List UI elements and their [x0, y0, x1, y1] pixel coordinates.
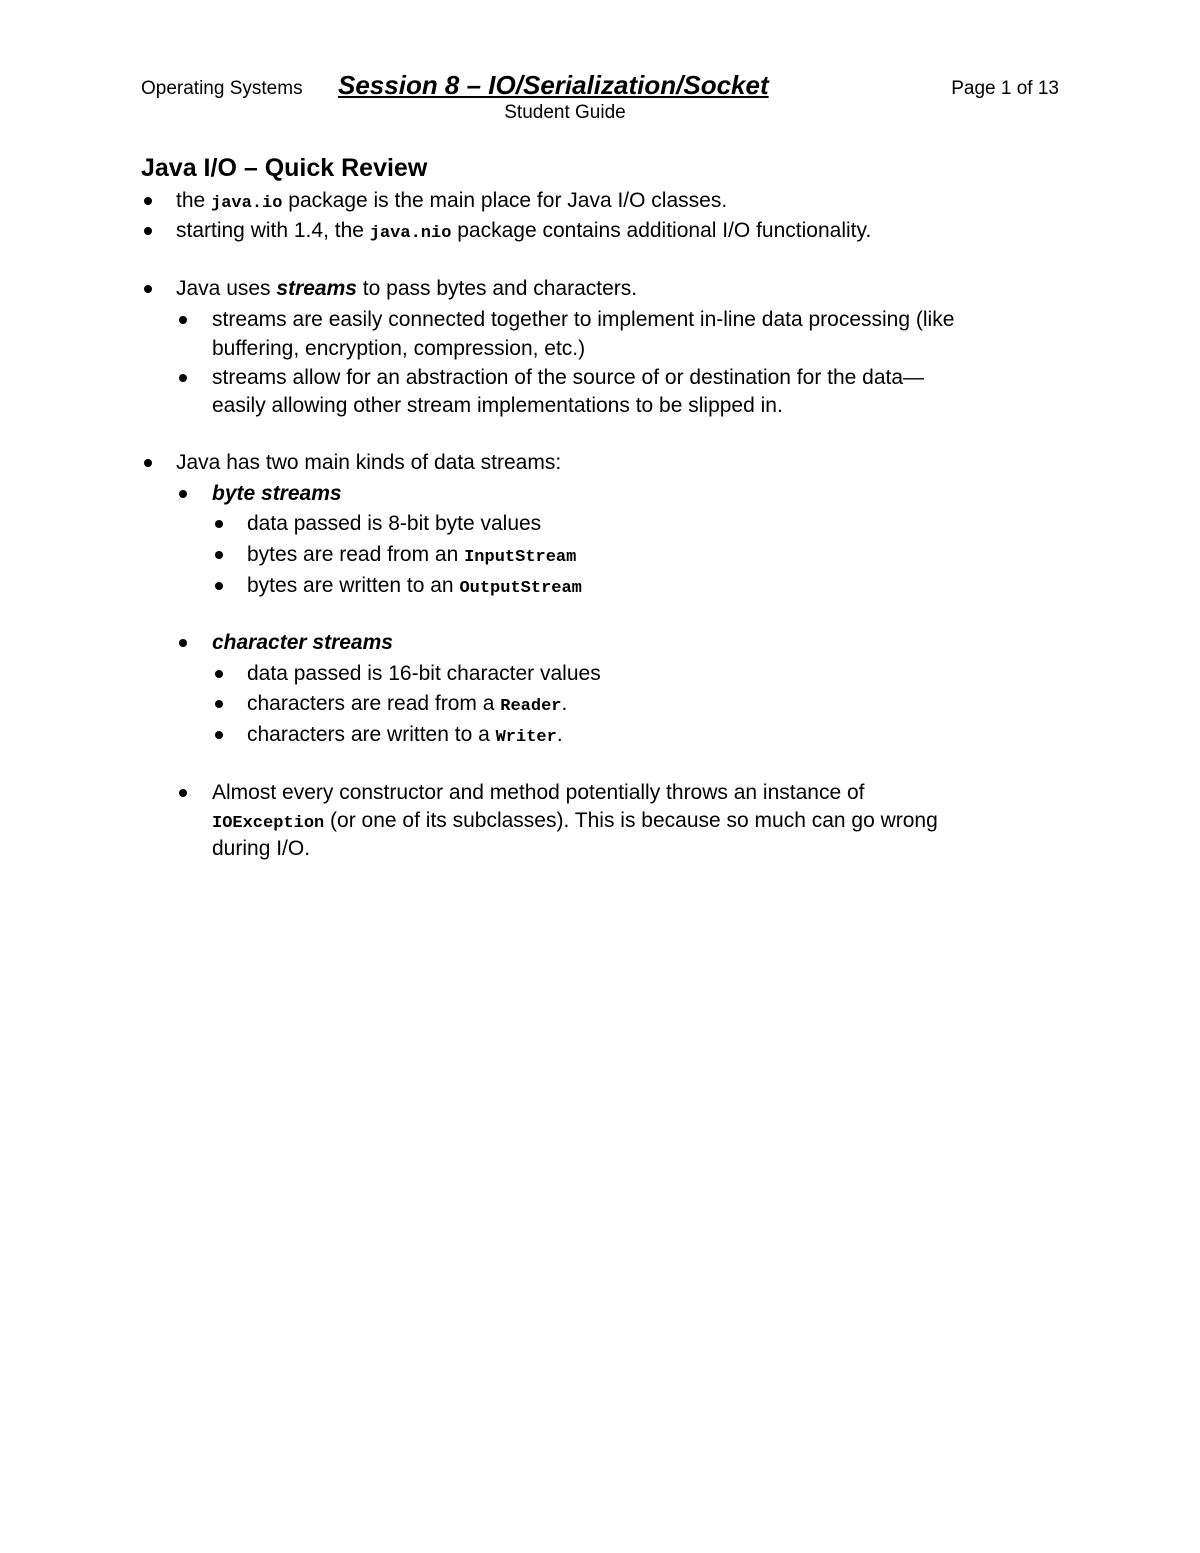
bullet-dot [179, 639, 187, 647]
bullet-dot [215, 731, 223, 739]
header-course: Operating Systems [141, 78, 303, 99]
code-outputstream: OutputStream [459, 579, 582, 598]
text: characters are written to a [247, 723, 496, 746]
list-item [247, 690, 567, 721]
bullet-dot [179, 789, 187, 797]
bullet-dot [215, 670, 223, 678]
list-item: data passed is 8-bit byte values [247, 512, 542, 535]
list-item-line: streams are easily connected together to implement in-line data processing (like [212, 308, 955, 331]
text: package is the main place for Java I/O classes. [282, 189, 728, 212]
subheading-character-streams: character streams [212, 631, 393, 654]
bullet-dot [179, 316, 187, 324]
list-item [176, 217, 871, 248]
list-item: data passed is 16-bit character values [247, 662, 601, 685]
list-item [247, 541, 576, 572]
bullet-dot [215, 520, 223, 528]
text: Java uses [176, 277, 277, 300]
text: (or one of its subclasses). This is because so much can go wrong [324, 809, 938, 832]
list-item-line: easily allowing other stream implementations to be slipped in. [212, 394, 783, 417]
header-page-number: Page 1 of 13 [951, 78, 1059, 99]
list-item [176, 187, 727, 218]
emphasis-streams: streams [276, 277, 357, 300]
list-item-line: streams allow for an abstraction of the source of or destination for the data— [212, 366, 925, 389]
bullet-dot [179, 490, 187, 498]
text: characters are read from a [247, 692, 501, 715]
text: . [556, 723, 563, 746]
bullet-dot [144, 459, 152, 467]
header-subtitle: Student Guide [504, 102, 626, 123]
code-java-nio: java.nio [369, 224, 452, 243]
subheading-byte-streams: byte streams [212, 482, 342, 505]
list-item-line: Almost every constructor and method potentially throws an instance of [212, 781, 865, 804]
bullet-dot [144, 197, 152, 205]
list-item [247, 721, 563, 752]
code-writer: Writer [495, 728, 557, 747]
list-item: Java has two main kinds of data streams: [176, 451, 562, 474]
bullet-dot [179, 374, 187, 382]
section-title: Java I/O – Quick Review [141, 154, 428, 182]
list-item-line [212, 807, 938, 838]
text: starting with 1.4, the [176, 219, 370, 242]
text: bytes are read from an [247, 543, 465, 566]
text: bytes are written to an [247, 574, 460, 597]
header-session-title: Session 8 – IO/Serialization/Socket [338, 70, 769, 100]
code-inputstream: InputStream [464, 548, 577, 567]
text: package contains additional I/O functionality. [451, 219, 872, 242]
text: the [176, 189, 212, 212]
code-ioexception: IOException [212, 814, 325, 833]
text: . [561, 692, 568, 715]
bullet-dot [144, 285, 152, 293]
code-reader: Reader [500, 697, 562, 716]
list-item-line: buffering, encryption, compression, etc.) [212, 337, 586, 360]
list-item [247, 572, 582, 603]
bullet-dot [215, 551, 223, 559]
code-java-io: java.io [211, 194, 283, 213]
list-item [176, 275, 637, 303]
bullet-dot [144, 227, 152, 235]
list-item-line: during I/O. [212, 837, 311, 860]
bullet-dot [215, 700, 223, 708]
text: to pass bytes and characters. [356, 277, 638, 300]
bullet-dot [215, 582, 223, 590]
